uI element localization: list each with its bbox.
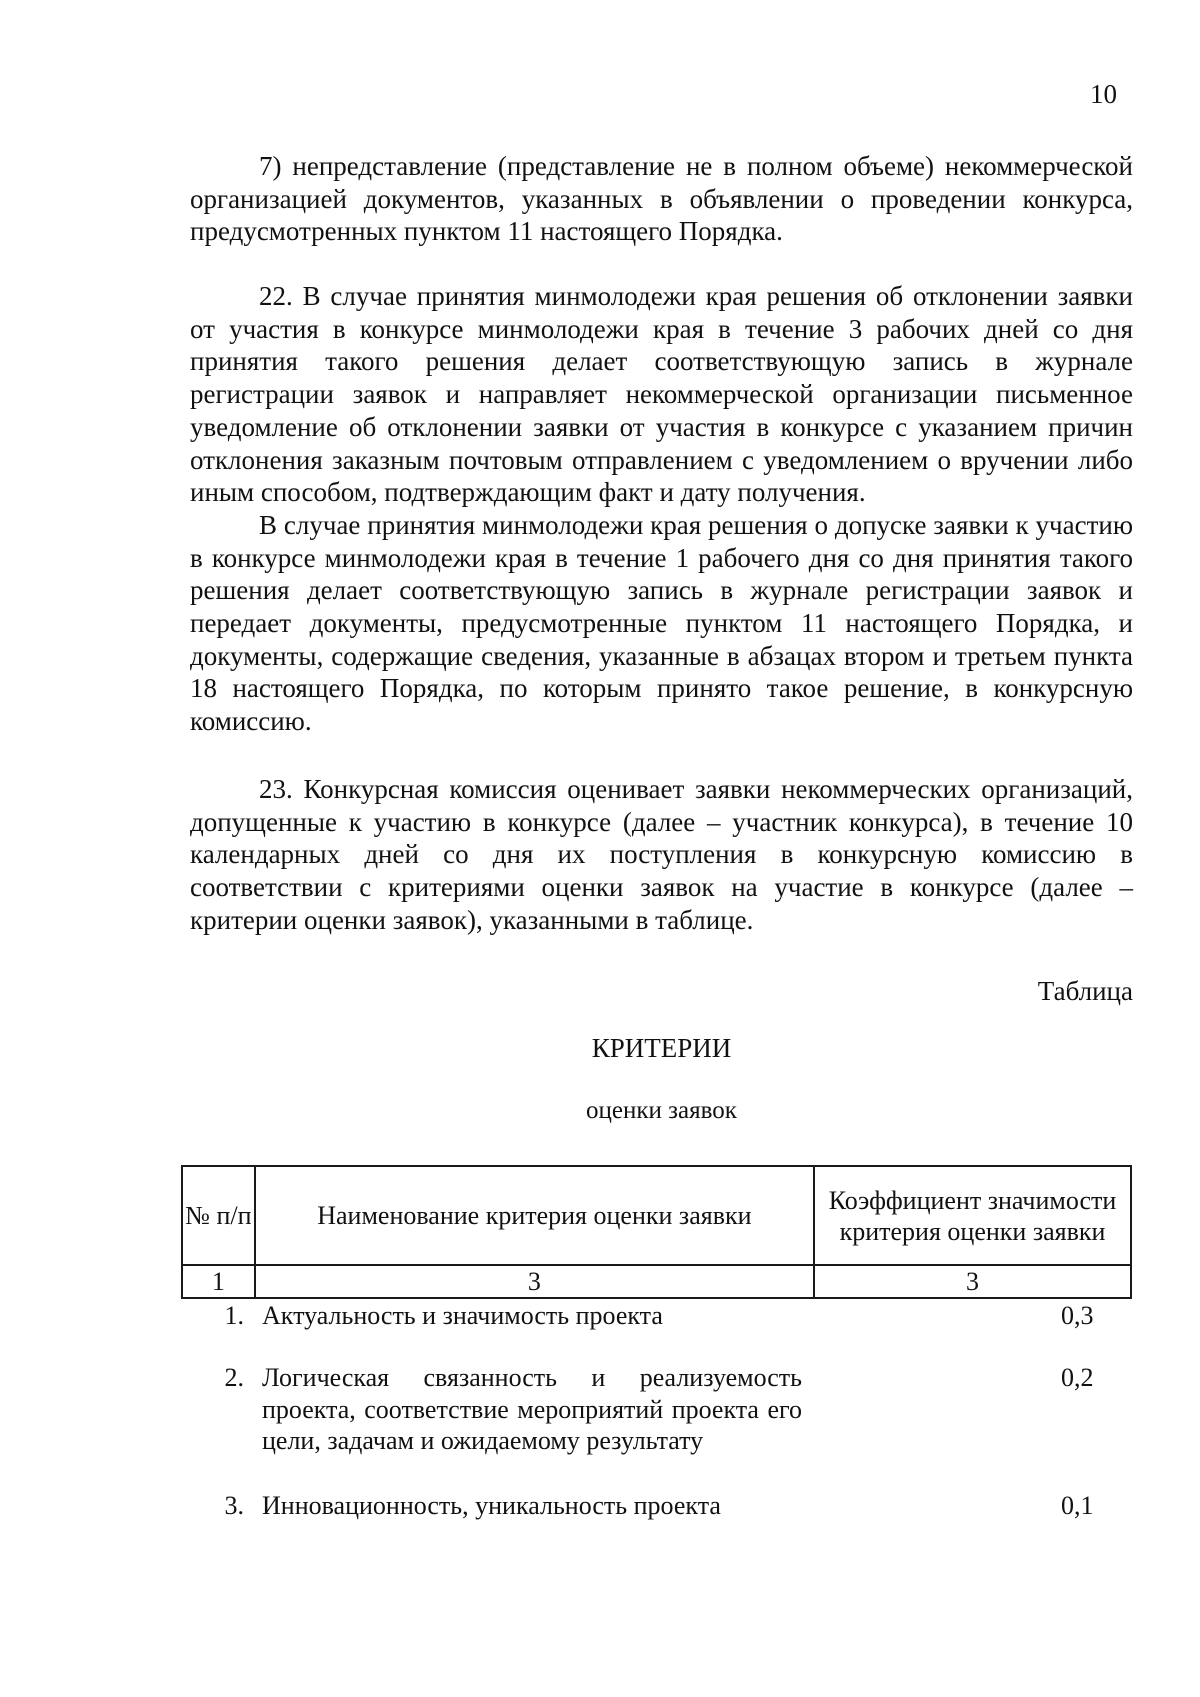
row-coefficient: 0,1 bbox=[1061, 1491, 1094, 1520]
table-index-row bbox=[182, 1265, 1131, 1298]
paragraph-23 bbox=[190, 773, 1133, 937]
paragraph-text: 7) непредставление (представление не в полном объеме) некоммерческой организацией документов, указанных в объявлении о проведении конкурса, предусмотренных пунктом 11 настоящего Порядка. bbox=[190, 151, 1133, 247]
table-caption: Таблица bbox=[1037, 976, 1133, 1006]
page-number: 10 bbox=[1090, 79, 1117, 109]
paragraph-text: 23. Конкурсная комиссия оценивает заявки некоммерческих организаций, допущенные к участию в конкурсе (далее – участник конкурса), в течение 10 календарных дней со дня их поступления в конкурсную комиссию в соответствии с критериями оценки заявок на участие в конкурсе (далее – критерии оценки заявок), указанными в таблице. bbox=[190, 774, 1133, 935]
row-number: 2. bbox=[224, 1363, 244, 1392]
paragraph-text: В случае принятия минмолодежи края решения о допуске заявки к участию в конкурсе минмолодежи края в течение 1 рабочего дня со дня принятия такого решения делает соответствующую запись в журнале регистрации заявок и передает документы, предусмотренные пунктом 11 настоящего Порядка, и документы, содержащие сведения, указанные в абзацах втором и третьем пункта 18 настоящего Порядка, по которым принято такое решение, в конкурсную комиссию. bbox=[190, 509, 1133, 737]
index-coef: 3 bbox=[814, 1265, 1131, 1298]
criteria-title: КРИТЕРИИ bbox=[591, 1033, 732, 1063]
paragraph-22 bbox=[190, 280, 1133, 738]
criteria-table-header bbox=[181, 1165, 1132, 1299]
row-number: 3. bbox=[224, 1491, 244, 1520]
header-num: № п/п bbox=[182, 1166, 255, 1265]
row-number: 1. bbox=[224, 1301, 244, 1330]
criteria-subtitle: оценки заявок bbox=[586, 1097, 737, 1124]
row-criterion: Инновационность, уникальность проекта bbox=[262, 1491, 721, 1520]
table-header-row bbox=[182, 1166, 1131, 1265]
header-coef: Коэффициент значимости критерия оценки заявки bbox=[814, 1166, 1131, 1265]
index-name: 3 bbox=[255, 1265, 814, 1298]
paragraph-text: 22. В случае принятия минмолодежи края решения об отклонении заявки от участия в конкурсе минмолодежи края в течение 3 рабочих дней со дня принятия такого решения делает соответствующую запись в журнале регистрации заявок и направляет некоммерческой организации письменное уведомление об отклонении заявки от участия в конкурсе с указанием причин отклонения заказным почтовым отправлением с уведомлением о вручении либо иным способом, подтверждающим факт и дату получения. bbox=[190, 281, 1133, 508]
header-name: Наименование критерия оценки заявки bbox=[255, 1166, 814, 1265]
index-num: 1 bbox=[182, 1265, 255, 1298]
row-coefficient: 0,3 bbox=[1061, 1301, 1094, 1330]
row-criterion: Логическая связанность и реализуемость проекта, соответствие мероприятий проекта его цели, задачам и ожидаемому результату bbox=[262, 1363, 802, 1455]
row-coefficient: 0,2 bbox=[1061, 1363, 1094, 1392]
row-criterion: Актуальность и значимость проекта bbox=[262, 1301, 663, 1330]
paragraph-item-7 bbox=[190, 150, 1133, 248]
